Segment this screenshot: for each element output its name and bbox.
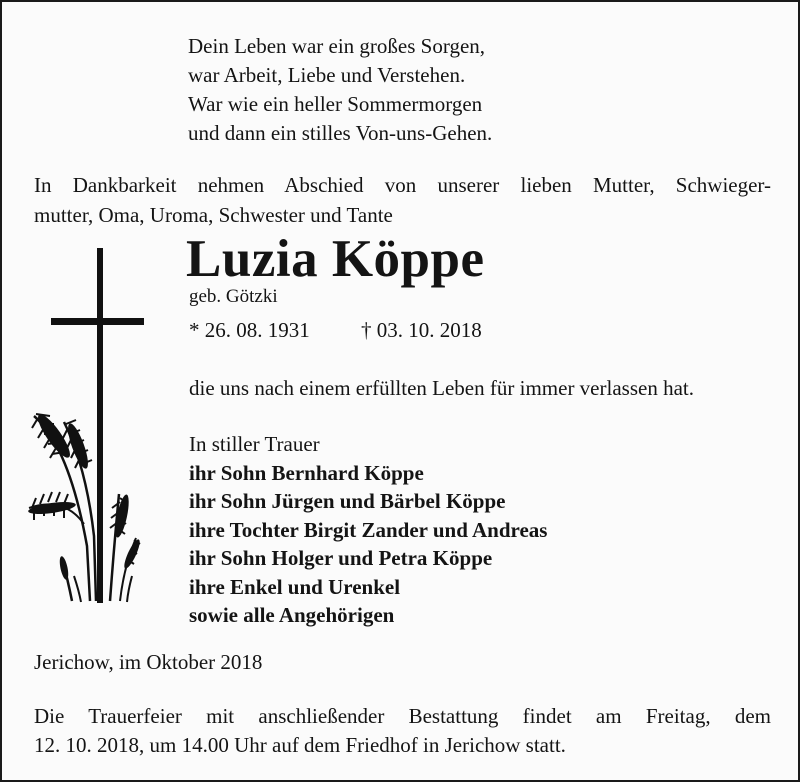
life-dates <box>189 316 482 344</box>
mourners-list <box>189 430 547 630</box>
birth-name: geb. Götzki <box>189 286 278 307</box>
place-date: Jerichow, im Oktober 2018 <box>34 650 263 674</box>
mourner-entry: ihre Tochter Birgit Zander und Andreas <box>189 517 548 542</box>
service-line: Die Trauerfeier mit anschließender Bestattung findet am Freitag, dem <box>34 704 771 728</box>
poem-line: Dein Leben war ein großes Sorgen, <box>188 34 486 58</box>
mourner-entry: ihr Sohn Jürgen und Bärbel Köppe <box>189 489 506 513</box>
intro-text <box>34 170 771 230</box>
mourner-entry: ihr Sohn Holger und Petra Köppe <box>189 546 493 570</box>
service-line: 12. 10. 2018, um 14.00 Uhr auf dem Friedhof in Jerichow statt. <box>34 733 566 757</box>
birth-date: * 26. 08. 1931 <box>189 318 310 342</box>
departed-text: die uns nach einem erfüllten Leben für immer verlassen hat. <box>189 376 694 400</box>
intro-line: mutter, Oma, Uroma, Schwester und Tante <box>34 203 393 227</box>
cross-with-wheat-icon <box>24 246 144 608</box>
poem <box>188 32 492 148</box>
mourner-entry: ihre Enkel und Urenkel <box>189 574 401 599</box>
intro-line: In Dankbarkeit nehmen Abschied von unserer lieben Mutter, Schwieger- <box>34 173 771 197</box>
poem-line: war Arbeit, Liebe und Verstehen. <box>188 63 466 87</box>
mourner-entry: sowie alle Angehörigen <box>189 603 395 627</box>
deceased-name: Luzia Köppe <box>186 230 485 288</box>
mourner-entry: ihr Sohn Bernhard Köppe <box>189 460 424 485</box>
service-info <box>34 702 771 760</box>
death-date: † 03. 10. 2018 <box>361 318 482 342</box>
poem-line: War wie ein heller Sommermorgen <box>188 92 483 116</box>
poem-line: und dann ein stilles Von-uns-Gehen. <box>188 121 493 145</box>
mourners-heading: In stiller Trauer <box>189 432 320 456</box>
